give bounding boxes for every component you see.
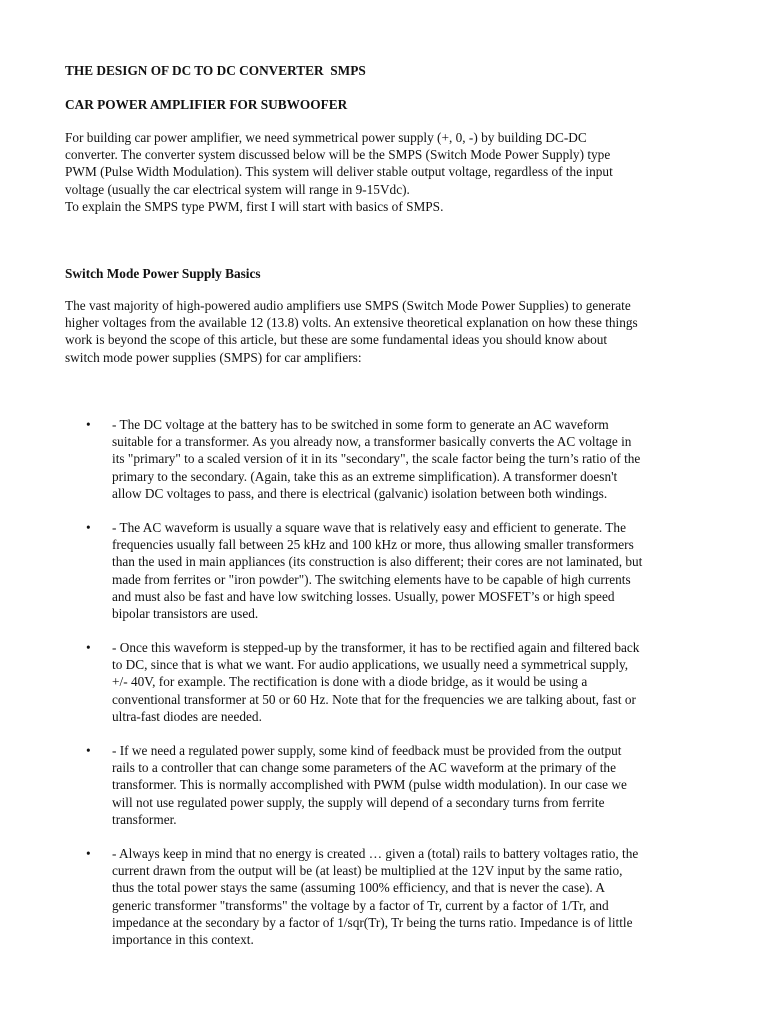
bullet-line: ultra-fast diodes are needed. (112, 708, 262, 724)
bullet-line: transformer. This is normally accomplished with PWM (pulse width modulation). In our case we (112, 777, 627, 793)
bullet-line: made from ferrites or "iron powder"). The switching elements have to be capable of high currents (112, 571, 631, 587)
bullet-line: current drawn from the output will be (at least) be multiplied at the 12V input by the same ratio, (112, 863, 623, 879)
bullet-text (112, 519, 752, 622)
bullet-line: frequencies usually fall between 25 kHz and 100 kHz or more, thus allowing smaller transformers (112, 537, 634, 553)
bullet-line: bipolar transistors are used. (112, 606, 259, 622)
bullet-line: than the used in main appliances (its construction is also different; their cores are not laminated, but (112, 554, 643, 570)
bullet-line: primary to the secondary. (Again, take this as an extreme simplification). A transformer doesn't (112, 468, 618, 484)
bullet-line: impedance at the secondary by a factor of 1/sqr(Tr), Tr being the turns ratio. Impedance is of little (112, 914, 633, 930)
bullet-icon: • (86, 520, 91, 535)
section-heading: Switch Mode Power Supply Basics (65, 266, 261, 281)
section-intro-line: switch mode power supplies (SMPS) for car amplifiers: (65, 349, 362, 365)
bullet-icon: • (86, 417, 91, 432)
bullet-line: conventional transformer at 50 or 60 Hz. Note that for the frequencies we are talking about, fast or (112, 691, 636, 707)
section-intro-paragraph (65, 297, 745, 366)
bullet-line: generic transformer "transforms" the voltage by a factor of Tr, current by a factor of 1/Tr, and (112, 897, 609, 913)
bullet-line: thus the total power stays the same (assuming 100% efficiency, and that is never the case). A (112, 880, 605, 896)
bullet-line: its "primary" to a scaled version of it in its "secondary", the scale factor being the turn’s ratio of the (112, 451, 641, 467)
bullet-text (112, 639, 752, 725)
bullet-line: suitable for a transformer. As you already now, a transformer basically converts the AC voltage in (112, 434, 632, 450)
bullet-line: to DC, since that is what we want. For audio applications, we usually need a symmetrical supply, (112, 657, 629, 673)
bullet-line: allow DC voltages to pass, and there is electrical (galvanic) isolation between both windings. (112, 485, 608, 501)
bullet-line: rails to a controller that can change some parameters of the AC waveform at the primary of the (112, 760, 616, 776)
intro-line: For building car power amplifier, we need symmetrical power supply (+, 0, -) by building DC-DC (65, 130, 587, 145)
bullet-line: - The AC waveform is usually a square wave that is relatively easy and efficient to generate. The (112, 520, 626, 535)
bullet-line: - Once this waveform is stepped-up by the transformer, it has to be rectified again and filtered back (112, 640, 640, 655)
bullet-line: will not use regulated power supply, the supply will depend of a secondary turns from ferrite (112, 794, 605, 810)
bullet-text (112, 742, 752, 828)
bullet-icon: • (86, 743, 91, 758)
intro-line: converter. The converter system discussed below will be the SMPS (Switch Mode Power Supply) type (65, 147, 611, 163)
section-intro-line: work is beyond the scope of this article, but these are some fundamental ideas you should know about (65, 332, 608, 348)
bullet-line: +/- 40V, for example. The rectification is done with a diode bridge, as it would be using a (112, 674, 588, 690)
intro-line: voltage (usually the car electrical system will range in 9-15Vdc). (65, 181, 410, 197)
section-intro-line: higher voltages from the available 12 (13.8) volts. An extensive theoretical explanation on how these things (65, 315, 638, 331)
document-subtitle: CAR POWER AMPLIFIER FOR SUBWOOFER (65, 97, 348, 112)
bullet-line: and must also be fast and have low switching losses. Usually, power MOSFET’s or high speed (112, 588, 615, 604)
bullet-line: - Always keep in mind that no energy is created … given a (total) rails to battery voltages ratio, the (112, 846, 639, 861)
bullet-text (112, 416, 752, 502)
intro-paragraph (65, 129, 745, 215)
document-title: THE DESIGN OF DC TO DC CONVERTER SMPS (65, 63, 366, 78)
bullet-text (112, 845, 752, 948)
section-intro-line: The vast majority of high-powered audio amplifiers use SMPS (Switch Mode Power Supplies) to generate (65, 298, 631, 313)
intro-line: To explain the SMPS type PWM, first I will start with basics of SMPS. (65, 198, 444, 214)
bullet-line: - If we need a regulated power supply, some kind of feedback must be provided from the output (112, 743, 622, 758)
bullet-line: - The DC voltage at the battery has to be switched in some form to generate an AC waveform (112, 417, 609, 432)
bullet-icon: • (86, 640, 91, 655)
intro-line: PWM (Pulse Width Modulation). This system will deliver stable output voltage, regardless of the input (65, 164, 613, 180)
bullet-icon: • (86, 846, 91, 861)
bullet-line: importance in this context. (112, 932, 254, 948)
bullet-line: transformer. (112, 811, 177, 827)
